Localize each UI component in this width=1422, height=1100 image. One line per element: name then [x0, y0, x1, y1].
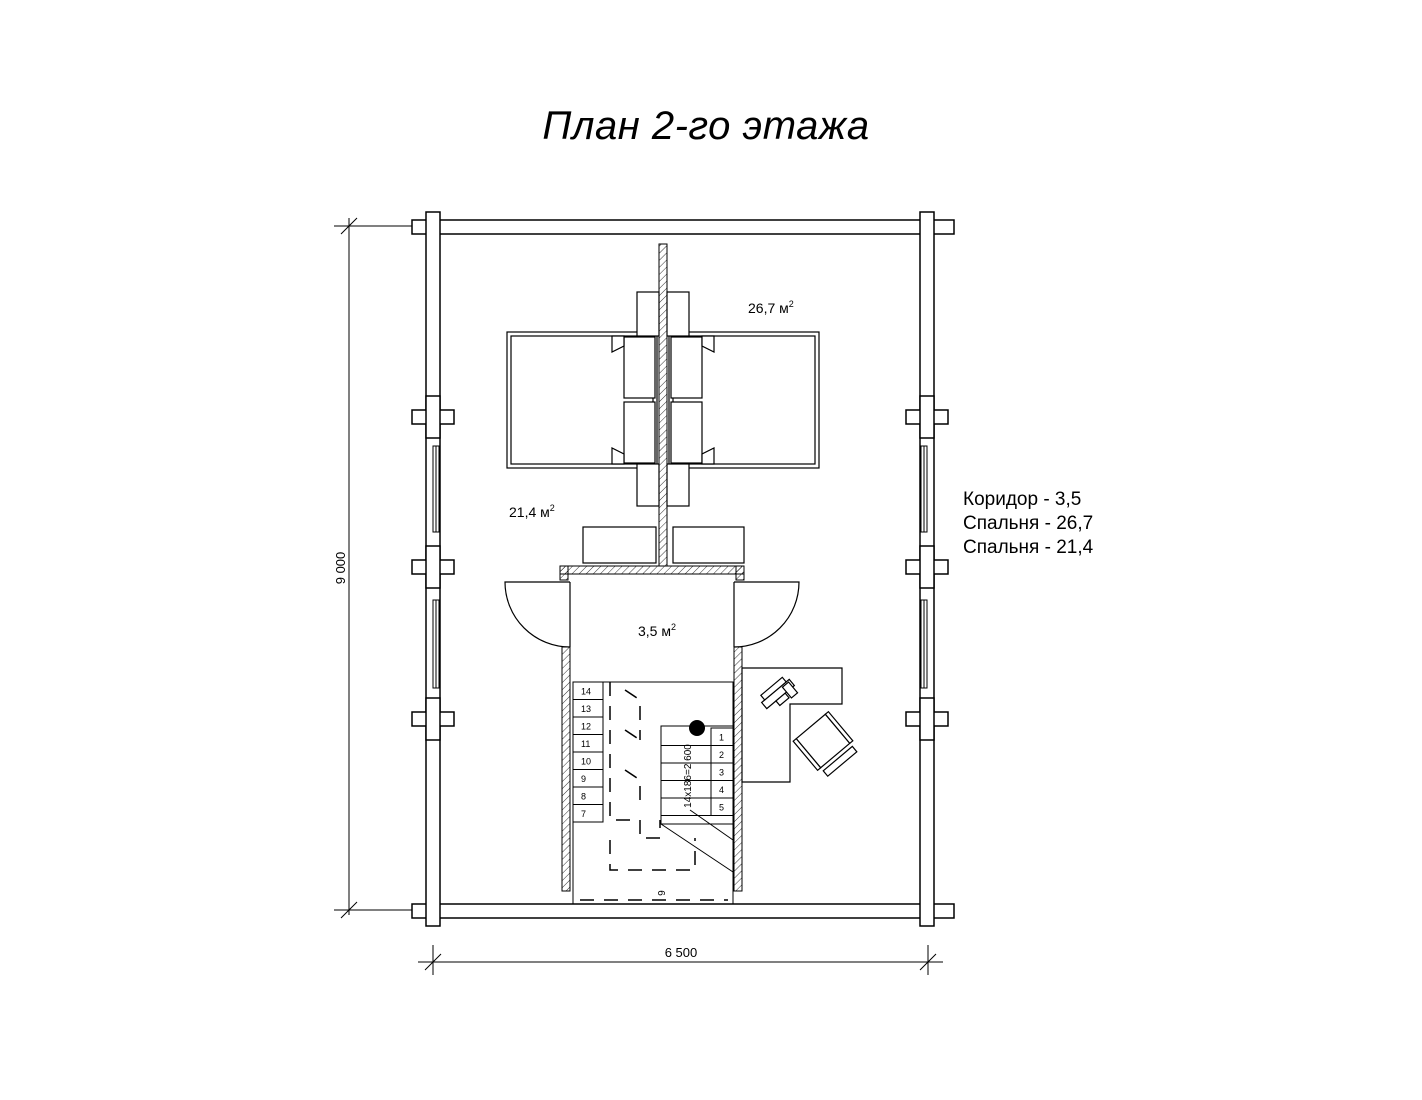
- bed-right: [667, 292, 819, 506]
- cabinet-left: [583, 527, 656, 563]
- room-area-corridor: 3,5 $м^2$: [638, 622, 676, 639]
- dimension-width-label: 6 500: [664, 945, 698, 960]
- stair-step-number: 7: [581, 809, 587, 819]
- stair-step-number: 5: [719, 802, 725, 813]
- corridor-wall: [560, 566, 744, 580]
- stair-steps-left: [573, 682, 603, 819]
- central-partition: [659, 244, 667, 566]
- stair-steps-right: [661, 728, 733, 816]
- office-chair-icon: [793, 712, 860, 779]
- legend-item-bedroom-small: Спальня - 21,4: [963, 537, 1094, 558]
- stair-step-number: 2: [719, 750, 725, 760]
- stair-step-number: 12: [581, 721, 592, 732]
- stair-start-marker: [689, 720, 705, 736]
- stair-step-number: 11: [581, 739, 591, 749]
- stair-step-number: 1: [719, 732, 725, 743]
- stair-spec-label: 14х186=2 600: [683, 744, 694, 808]
- stair-step-number: 9: [581, 774, 587, 784]
- room-area-bedroom-large: 26,7 $м^2$: [748, 299, 794, 316]
- stair-step-number: 10: [581, 756, 592, 767]
- stair-step-number: 14: [581, 686, 592, 697]
- stair-step-number: 8: [581, 791, 587, 802]
- legend-item-bedroom-large: Спальня - 26,7: [963, 513, 1094, 534]
- room-legend: [963, 488, 1093, 560]
- stair-step-number: 13: [581, 704, 592, 714]
- room-area-bedroom-small: 21,4 $м^2$: [509, 503, 555, 520]
- dimension-height-label: 9 000: [333, 551, 348, 585]
- legend-item-corridor: Коридор - 3,5: [963, 489, 1082, 510]
- stair-step-number: 4: [719, 785, 725, 795]
- stair-step-number: 3: [719, 767, 725, 778]
- stair-landing-label: 6: [655, 890, 666, 896]
- staircase: [573, 682, 733, 904]
- plan-title: План 2-го этажа: [542, 104, 870, 148]
- cabinet-right: [673, 527, 744, 563]
- bed-left: [507, 292, 659, 506]
